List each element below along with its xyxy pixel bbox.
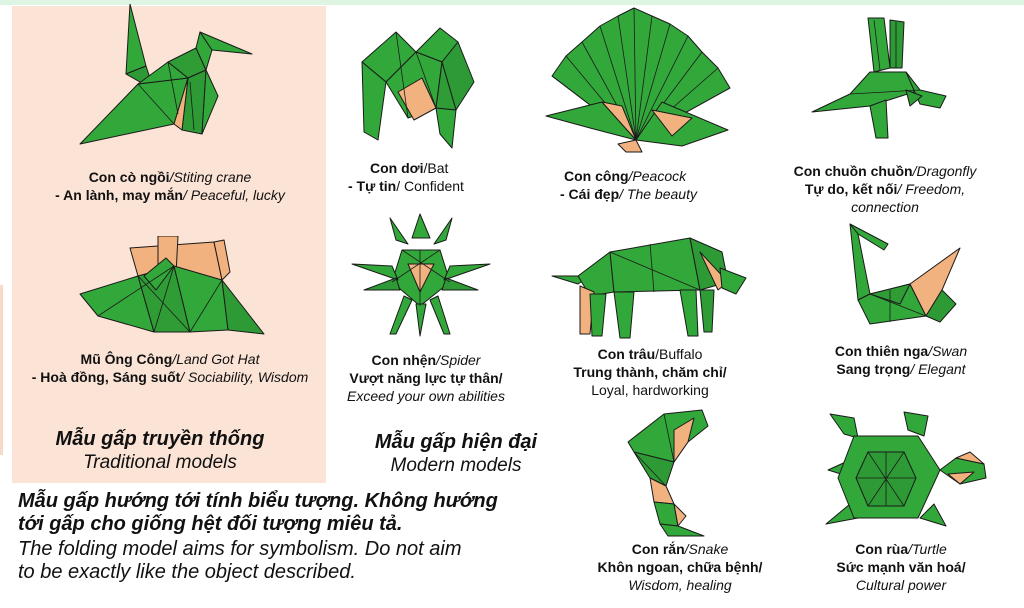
peacock-name-en: /Peacock: [628, 168, 687, 184]
peacock-meaning-en: / The beauty: [619, 186, 697, 202]
bat-meaning: - Tự tin: [348, 178, 397, 194]
bat-origami-image: [356, 22, 476, 152]
spider-name-en: /Spider: [436, 352, 481, 368]
peacock-name: Con công: [564, 168, 629, 184]
hat-meaning: - Hoà đồng, Sáng suốt: [31, 369, 181, 385]
buffalo-caption: [550, 345, 750, 399]
turtle-name: Con rùa: [855, 541, 909, 557]
spider-meaning: Vượt năng lực tự thân/: [349, 370, 503, 386]
dragonfly-origami-image: [810, 16, 948, 140]
hat-name: Mũ Ông Công: [80, 351, 173, 367]
turtle-origami-image: [824, 408, 988, 536]
crane-caption: [20, 168, 320, 204]
dragonfly-name: Con chuồn chuồn: [793, 163, 913, 179]
traditional-heading: [30, 427, 290, 474]
note-vi-line2: tới gấp cho giống hệt đối tượng miêu tả.: [18, 513, 403, 535]
swan-origami-image: [830, 220, 962, 330]
spider-meaning-en: Exceed your own abilities: [347, 388, 505, 404]
traditional-heading-vi: Mẫu gấp truyền thống: [55, 428, 265, 450]
swan-meaning: Sang trọng: [836, 361, 911, 377]
snake-caption: [580, 540, 780, 594]
snake-meaning: Khôn ngoan, chữa bệnh/: [597, 559, 763, 575]
dragonfly-meaning-en: / Freedom,: [897, 181, 966, 197]
crane-origami-image: [78, 4, 254, 150]
traditional-heading-en: Traditional models: [83, 452, 237, 473]
peacock-caption: [552, 167, 732, 203]
swan-meaning-en: / Elegant: [910, 361, 966, 377]
peacock-meaning: - Cái đẹp: [560, 186, 620, 202]
spider-origami-image: [350, 210, 492, 340]
hat-origami-image: [78, 236, 266, 338]
hat-caption: [20, 350, 320, 386]
buffalo-name: Con trâu: [597, 346, 656, 362]
snake-name: Con rắn: [631, 541, 685, 557]
symbolism-note: [18, 490, 558, 584]
bat-name-en: /Bat: [423, 160, 449, 176]
turtle-caption: [786, 540, 1016, 594]
crane-name: Con cò ngồi: [88, 169, 170, 185]
left-edge-strip: [0, 285, 3, 455]
turtle-meaning-en: Cultural power: [855, 577, 947, 593]
crane-name-en: /Stiting crane: [169, 169, 252, 185]
spider-caption: [326, 351, 526, 405]
buffalo-meaning-en: Loyal, hardworking: [591, 382, 709, 398]
modern-heading: [356, 430, 556, 477]
peacock-origami-image: [542, 6, 732, 154]
buffalo-name-en: /Buffalo: [655, 346, 703, 362]
dragonfly-name-en: /Dragonfly: [912, 163, 977, 179]
note-vi-line1: Mẫu gấp hướng tới tính biểu tượng. Không hướng: [18, 490, 498, 512]
modern-heading-en: Modern models: [390, 455, 522, 476]
bat-name: Con dơi: [370, 160, 424, 176]
swan-name-en: /Swan: [928, 343, 968, 359]
swan-caption: [786, 342, 1016, 378]
snake-origami-image: [614, 408, 714, 538]
dragonfly-meaning: Tự do, kết nối: [804, 181, 898, 197]
turtle-name-en: /Turtle: [908, 541, 947, 557]
bat-meaning-en: / Confident: [396, 178, 464, 194]
dragonfly-meaning-en-2: connection: [851, 199, 919, 215]
note-en-line2: to be exactly like the object described.: [18, 561, 356, 583]
dragonfly-caption: [770, 162, 1000, 216]
buffalo-origami-image: [550, 232, 748, 340]
hat-meaning-en: / Sociability, Wisdom: [180, 369, 309, 385]
turtle-meaning: Sức mạnh văn hoá/: [836, 559, 966, 575]
bat-caption: [326, 159, 476, 195]
modern-heading-vi: Mẫu gấp hiện đại: [374, 431, 538, 453]
buffalo-meaning: Trung thành, chăm chỉ/: [573, 364, 727, 380]
crane-meaning: - An lành, may mắn: [55, 187, 183, 203]
snake-meaning-en: Wisdom, healing: [628, 577, 732, 593]
note-en-line1: The folding model aims for symbolism. Do not aim: [18, 538, 462, 560]
spider-name: Con nhện: [371, 352, 437, 368]
crane-meaning-en: / Peaceful, lucky: [182, 187, 285, 203]
hat-name-en: /Land Got Hat: [172, 351, 260, 367]
swan-name: Con thiên nga: [834, 343, 929, 359]
snake-name-en: /Snake: [684, 541, 729, 557]
